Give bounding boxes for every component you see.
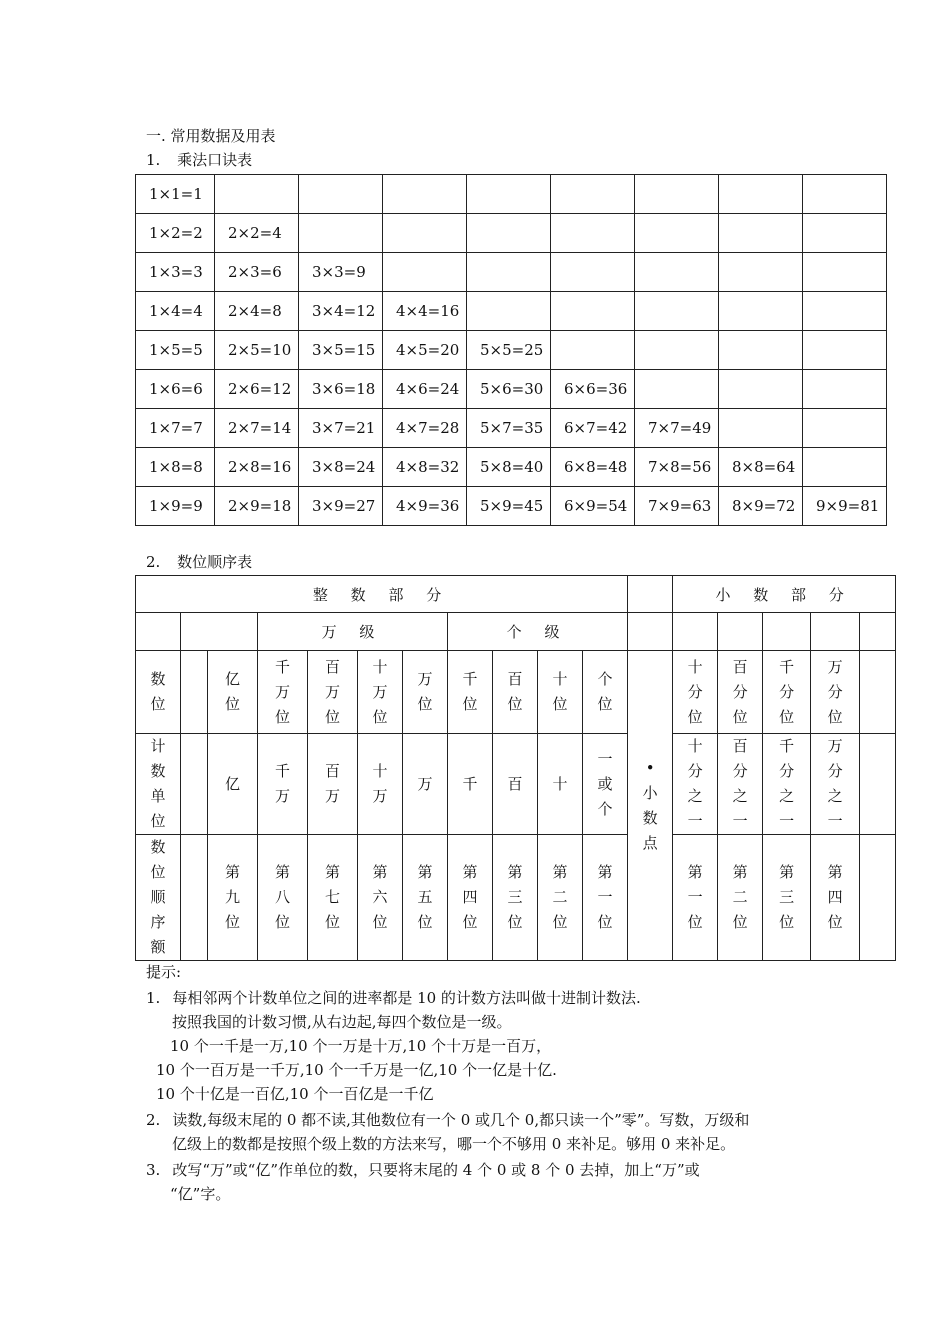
mult-cell xyxy=(803,409,887,448)
mult-cell xyxy=(383,253,467,292)
mult-cell xyxy=(803,175,887,214)
mult-cell xyxy=(551,292,635,331)
mult-cell xyxy=(215,175,299,214)
mult-cell: 1×1=1 xyxy=(136,175,215,214)
table-row xyxy=(136,175,887,214)
hint-number: 1. xyxy=(146,989,161,1007)
row-label-position: 数 位 xyxy=(136,651,181,734)
place-cell: 第 一 位 xyxy=(583,835,628,961)
place-cell: 第 三 位 xyxy=(493,835,538,961)
mult-cell: 4×5=20 xyxy=(383,331,467,370)
mult-cell: 3×3=9 xyxy=(299,253,383,292)
mult-cell xyxy=(635,292,719,331)
mult-cell: 2×9=18 xyxy=(215,487,299,526)
hint-number: 2. xyxy=(146,1111,161,1129)
place-cell: 第 八 位 xyxy=(258,835,308,961)
mult-cell xyxy=(803,214,887,253)
mult-cell xyxy=(299,175,383,214)
hint-line: 按照我国的计数习惯,从右边起,每四个数位是一级。 xyxy=(172,1013,512,1031)
heading-text: 数位顺序表 xyxy=(177,553,253,571)
mult-cell: 4×7=28 xyxy=(383,409,467,448)
mult-cell xyxy=(803,292,887,331)
place-cell: 百 万 位 xyxy=(308,651,358,734)
mult-cell: 2×6=12 xyxy=(215,370,299,409)
place-cell: 千 万 xyxy=(258,734,308,835)
mult-cell: 2×4=8 xyxy=(215,292,299,331)
mult-cell: 1×2=2 xyxy=(136,214,215,253)
place-cell: 百 位 xyxy=(493,651,538,734)
hint-item-3 xyxy=(146,1160,700,1204)
mult-cell: 7×9=63 xyxy=(635,487,719,526)
mult-cell xyxy=(299,214,383,253)
decimal-place-cell: 百 分 之 一 xyxy=(718,734,763,835)
place-cell: 第 二 位 xyxy=(538,835,583,961)
place-cell: 千 位 xyxy=(448,651,493,734)
heading-number: 1. xyxy=(146,151,161,169)
mult-cell xyxy=(803,448,887,487)
place-cell: 千 xyxy=(448,734,493,835)
place-cell: 十 万 xyxy=(358,734,403,835)
mult-cell xyxy=(719,175,803,214)
mult-cell: 3×7=21 xyxy=(299,409,383,448)
place-table-heading xyxy=(146,552,252,572)
place-cell: 第 九 位 xyxy=(208,835,258,961)
mult-cell xyxy=(551,331,635,370)
table-row xyxy=(136,370,887,409)
hint-item-1 xyxy=(146,988,641,1104)
mult-cell xyxy=(551,175,635,214)
mult-cell xyxy=(803,331,887,370)
mult-cell: 2×3=6 xyxy=(215,253,299,292)
mult-cell: 5×6=30 xyxy=(467,370,551,409)
hints-title: 提示: xyxy=(146,963,182,981)
place-cell: 百 万 xyxy=(308,734,358,835)
place-cell: 十 位 xyxy=(538,651,583,734)
mult-cell xyxy=(467,175,551,214)
mult-cell: 2×5=10 xyxy=(215,331,299,370)
mult-cell: 2×7=14 xyxy=(215,409,299,448)
hint-line: 每相邻两个计数单位之间的进率都是 10 的计数方法叫做十进制计数法. xyxy=(172,989,641,1007)
place-cell: 第 五 位 xyxy=(403,835,448,961)
place-cell: 个 位 xyxy=(583,651,628,734)
mult-cell: 5×5=25 xyxy=(467,331,551,370)
place-cell: 十 万 位 xyxy=(358,651,403,734)
wan-level-header: 万 级 xyxy=(258,613,448,651)
mult-cell: 2×2=4 xyxy=(215,214,299,253)
mult-cell: 3×5=15 xyxy=(299,331,383,370)
mult-cell: 3×8=24 xyxy=(299,448,383,487)
mult-cell: 5×8=40 xyxy=(467,448,551,487)
hint-line: 10 个十亿是一百亿,10 个一百亿是一千亿 xyxy=(156,1085,434,1103)
mult-cell: 1×5=5 xyxy=(136,331,215,370)
mult-cell: 6×7=42 xyxy=(551,409,635,448)
row-label-unit: 计 数 单 位 xyxy=(136,734,181,835)
hint-line: 亿级上的数都是按照个级上数的方法来写，哪一个不够用 0 来补足。够用 0 来补足。 xyxy=(172,1135,736,1153)
table-row xyxy=(136,448,887,487)
mult-cell: 6×9=54 xyxy=(551,487,635,526)
decimal-place-cell: 千 分 位 xyxy=(763,651,811,734)
mult-cell: 6×6=36 xyxy=(551,370,635,409)
mult-cell xyxy=(719,253,803,292)
place-value-table xyxy=(135,575,896,961)
mult-cell xyxy=(467,214,551,253)
mult-cell xyxy=(719,409,803,448)
hint-line: 10 个一千是一万,10 个一万是十万,10 个十万是一百万， xyxy=(170,1037,552,1055)
mult-cell xyxy=(635,253,719,292)
mult-cell: 3×6=18 xyxy=(299,370,383,409)
decimal-place-cell: 第 三 位 xyxy=(763,835,811,961)
mult-cell xyxy=(383,175,467,214)
mult-cell xyxy=(467,292,551,331)
mult-cell: 8×8=64 xyxy=(719,448,803,487)
mult-cell: 2×8=16 xyxy=(215,448,299,487)
mult-cell xyxy=(719,370,803,409)
mult-cell: 4×9=36 xyxy=(383,487,467,526)
decimal-place-cell: 百 分 位 xyxy=(718,651,763,734)
place-cell: 万 位 xyxy=(403,651,448,734)
hint-item-2 xyxy=(146,1110,749,1154)
table-row xyxy=(136,292,887,331)
decimal-place-cell: 千 分 之 一 xyxy=(763,734,811,835)
mult-cell xyxy=(551,253,635,292)
table-row xyxy=(136,331,887,370)
mult-cell: 1×9=9 xyxy=(136,487,215,526)
hint-line: “亿”字。 xyxy=(170,1185,231,1203)
decimal-place-cell: 十 分 位 xyxy=(673,651,718,734)
mult-cell xyxy=(635,175,719,214)
decimal-part-header: 小 数 部 分 xyxy=(673,576,896,613)
place-cell: 第 四 位 xyxy=(448,835,493,961)
decimal-place-cell: 第 四 位 xyxy=(811,835,860,961)
section-title: 一. 常用数据及用表 xyxy=(146,127,276,145)
mult-cell xyxy=(551,214,635,253)
heading-number: 2. xyxy=(146,553,161,571)
mult-cell xyxy=(635,370,719,409)
mult-cell xyxy=(383,214,467,253)
mult-cell xyxy=(635,331,719,370)
mult-cell xyxy=(803,253,887,292)
hint-line: 读数,每级末尾的 0 都不读,其他数位有一个 0 或几个 0,都只读一个”零”。写数，万级和 xyxy=(172,1111,750,1129)
ge-level-header: 个 级 xyxy=(448,613,628,651)
mult-cell: 3×9=27 xyxy=(299,487,383,526)
mult-cell: 1×3=3 xyxy=(136,253,215,292)
heading-text: 乘法口诀表 xyxy=(177,151,253,169)
row-label-order: 数 位 顺 序 额 xyxy=(136,835,181,961)
mult-cell: 7×7=49 xyxy=(635,409,719,448)
hint-line: 10 个一百万是一千万,10 个一千万是一亿,10 个一亿是十亿. xyxy=(156,1061,557,1079)
table-row xyxy=(136,487,887,526)
mult-cell xyxy=(803,370,887,409)
decimal-place-cell: 万 分 之 一 xyxy=(811,734,860,835)
decimal-point-cell: • 小 数 点 xyxy=(628,651,673,961)
mult-cell: 5×9=45 xyxy=(467,487,551,526)
decimal-place-cell: 第 一 位 xyxy=(673,835,718,961)
mult-cell: 1×4=4 xyxy=(136,292,215,331)
mult-cell: 3×4=12 xyxy=(299,292,383,331)
table-row xyxy=(136,214,887,253)
mult-cell xyxy=(719,292,803,331)
mult-cell xyxy=(635,214,719,253)
mult-cell: 4×6=24 xyxy=(383,370,467,409)
mult-cell: 4×8=32 xyxy=(383,448,467,487)
place-cell: 第 六 位 xyxy=(358,835,403,961)
mult-cell xyxy=(719,331,803,370)
place-cell: 亿 位 xyxy=(208,651,258,734)
mult-cell: 1×7=7 xyxy=(136,409,215,448)
mult-cell xyxy=(467,253,551,292)
place-cell: 亿 xyxy=(208,734,258,835)
place-cell: 十 xyxy=(538,734,583,835)
mult-cell xyxy=(719,214,803,253)
mult-cell: 6×8=48 xyxy=(551,448,635,487)
table-row xyxy=(136,253,887,292)
mult-cell: 1×8=8 xyxy=(136,448,215,487)
mult-cell: 5×7=35 xyxy=(467,409,551,448)
decimal-place-cell: 十 分 之 一 xyxy=(673,734,718,835)
mult-cell: 9×9=81 xyxy=(803,487,887,526)
decimal-place-cell: 第 二 位 xyxy=(718,835,763,961)
hint-line: 改写“万”或“亿”作单位的数，只要将末尾的 4 个 0 或 8 个 0 去掉，加上“万”或 xyxy=(172,1161,700,1179)
place-cell: 万 xyxy=(403,734,448,835)
multiplication-table xyxy=(135,174,887,526)
integer-part-header: 整 数 部 分 xyxy=(136,576,628,613)
table-row xyxy=(136,409,887,448)
mult-cell: 8×9=72 xyxy=(719,487,803,526)
place-cell: 千 万 位 xyxy=(258,651,308,734)
place-cell: 第 七 位 xyxy=(308,835,358,961)
mult-cell: 1×6=6 xyxy=(136,370,215,409)
mult-cell: 7×8=56 xyxy=(635,448,719,487)
mult-cell: 4×4=16 xyxy=(383,292,467,331)
place-cell: 百 xyxy=(493,734,538,835)
place-cell: 一 或 个 xyxy=(583,734,628,835)
decimal-place-cell: 万 分 位 xyxy=(811,651,860,734)
hint-number: 3. xyxy=(146,1161,161,1179)
mult-table-heading xyxy=(146,150,252,170)
